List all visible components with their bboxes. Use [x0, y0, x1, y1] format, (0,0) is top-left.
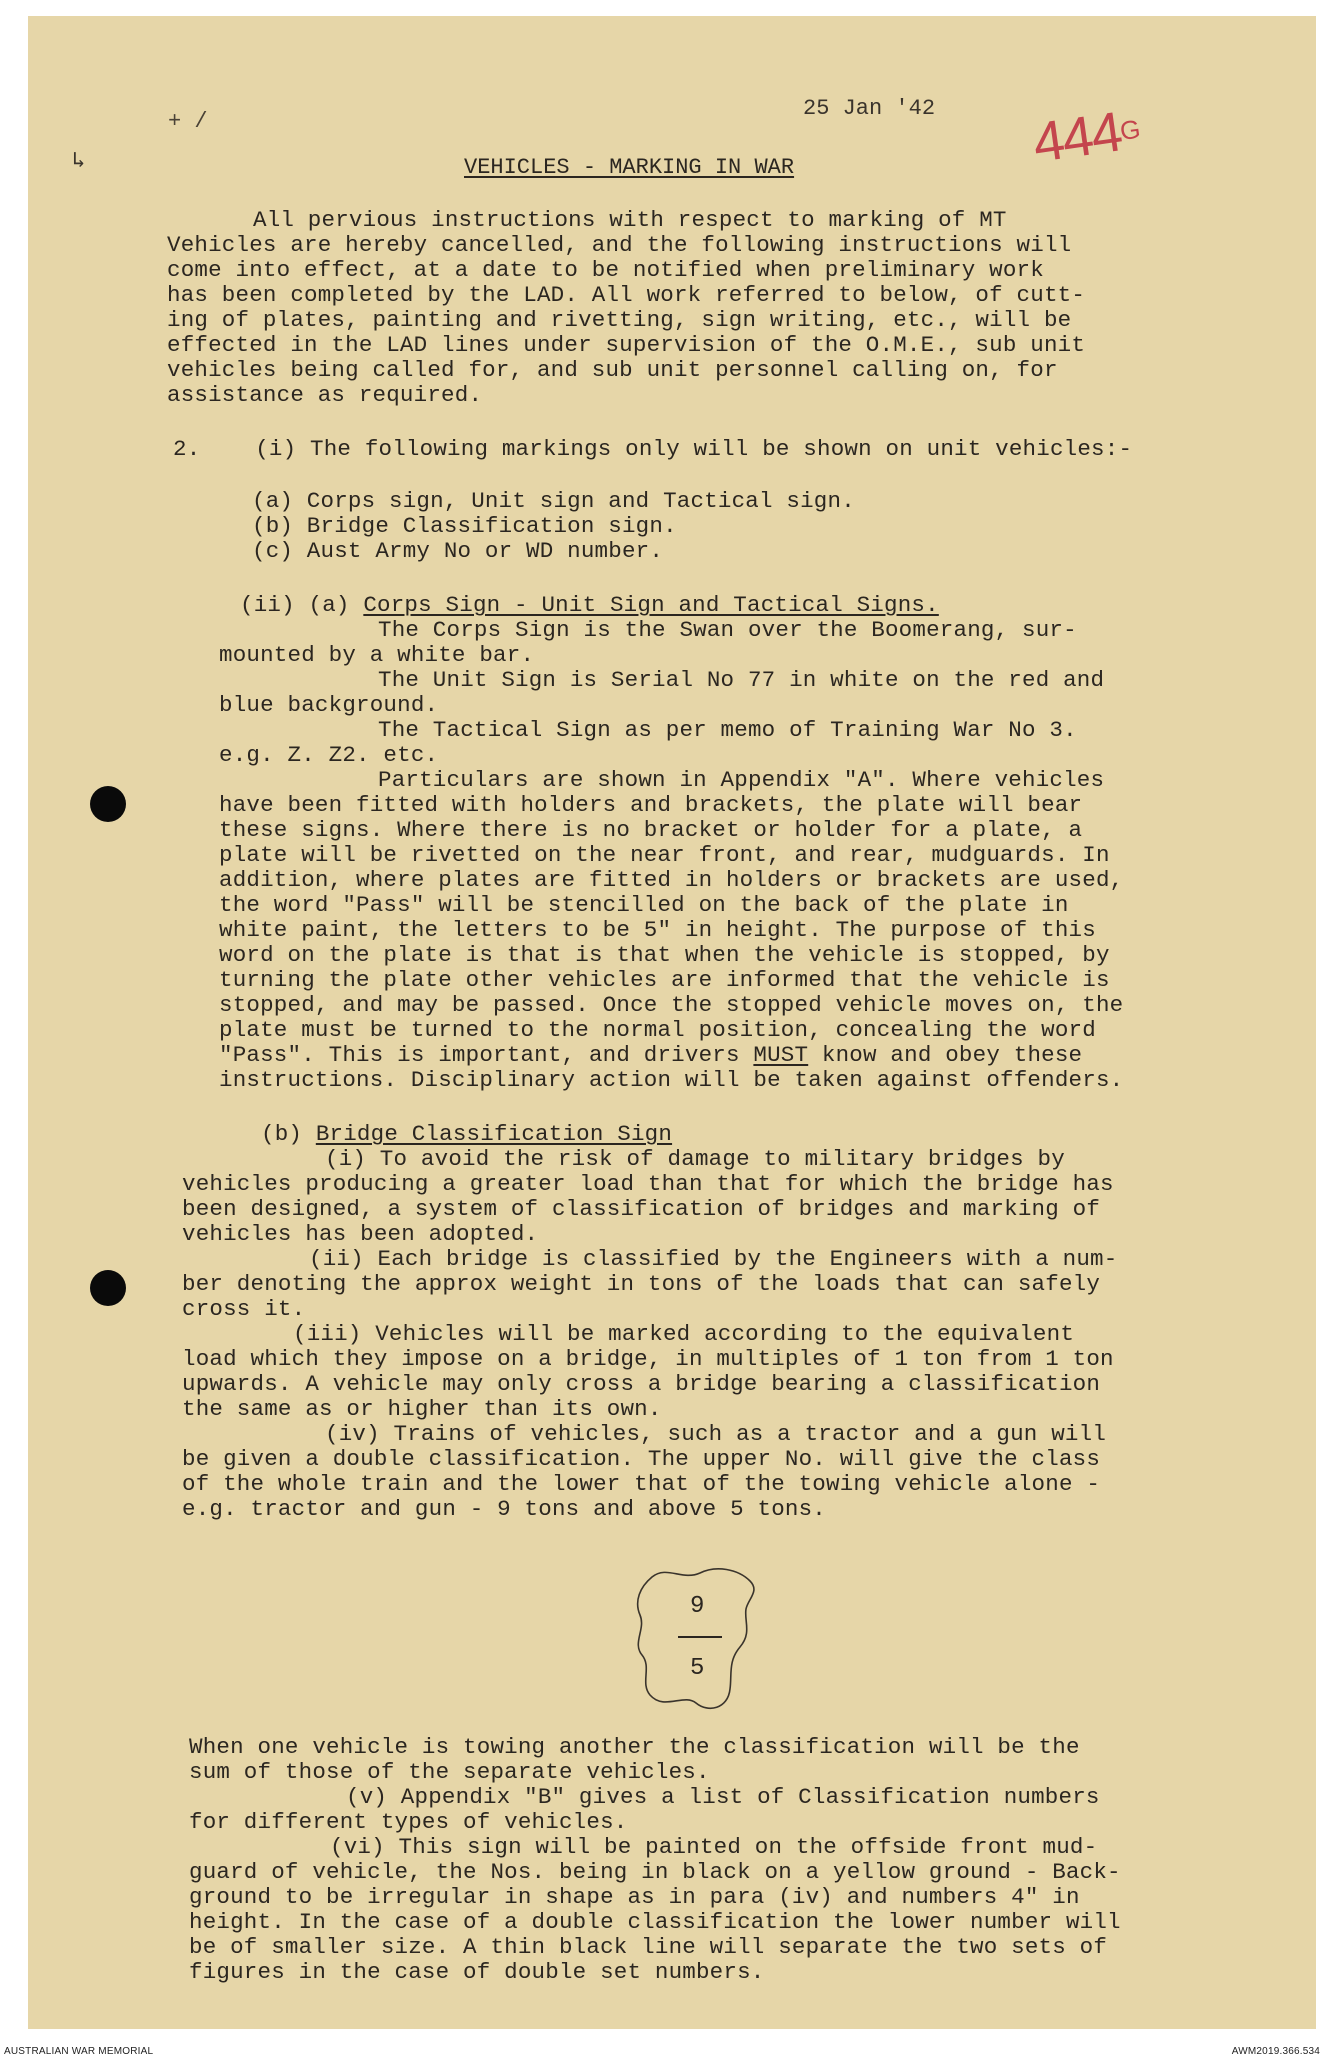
text-line: (iii) Vehicles will be marked according to the equivalent — [293, 1321, 1075, 1347]
irregular-sign-outline — [612, 1563, 794, 1723]
text-line: blue background. — [219, 692, 439, 718]
punch-hole — [90, 786, 126, 822]
text-line: these signs. Where there is no bracket or holder for a plate, a — [219, 817, 1083, 843]
text-line: be of smaller size. A thin black line will separate the two sets of — [189, 1934, 1108, 1960]
text-line: load which they impose on a bridge, in multiples of 1 ton from 1 ton — [182, 1346, 1114, 1372]
text-line: come into effect, at a date to be notified when preliminary work — [167, 257, 1044, 283]
text-line: vehicles producing a greater load than that for which the bridge has — [182, 1171, 1114, 1197]
text-line: been designed, a system of classification of bridges and marking of — [182, 1196, 1101, 1222]
text-line: e.g. Z. Z2. etc. — [219, 742, 439, 768]
text-line: The Tactical Sign as per memo of Training War No 3. — [378, 717, 1077, 743]
corner-marks: + / — [168, 109, 208, 134]
text-line: plate must be turned to the normal position, concealing the word — [219, 1017, 1096, 1043]
text-line: (vi) This sign will be painted on the offside front mud- — [330, 1834, 1098, 1860]
text-line: word on the plate is that is that when the vehicle is stopped, by — [219, 942, 1110, 968]
text-line: (b) Bridge Classification sign. — [252, 513, 677, 539]
text-line: for different types of vehicles. — [189, 1809, 628, 1835]
document-date: 25 Jan '42 — [803, 96, 936, 121]
document-title: VEHICLES - MARKING IN WAR — [464, 155, 795, 180]
bridge-classification-heading: Bridge Classification Sign — [315, 1121, 673, 1147]
text-line: assistance as required. — [167, 382, 483, 408]
text-line: Vehicles are hereby cancelled, and the following instructions will — [167, 232, 1072, 258]
sign-lower-number: 5 — [690, 1655, 705, 1682]
text-line: All pervious instructions with respect to marking of MT — [253, 207, 1007, 233]
text-line: effected in the LAD lines under supervision of the O.M.E., sub unit — [167, 332, 1086, 358]
must-emphasis: MUST — [753, 1042, 809, 1068]
text-line: Particulars are shown in Appendix "A". Where vehicles — [378, 767, 1105, 793]
text-line: (iv) Trains of vehicles, such as a tractor and a gun will — [325, 1421, 1107, 1447]
margin-mark: ↳ — [72, 149, 86, 174]
text-line: be given a double classification. The upper No. will give the class — [182, 1446, 1101, 1472]
text-line: ing of plates, painting and rivetting, sign writing, etc., will be — [167, 307, 1072, 333]
text-line: white paint, the letters to be 5" in height. The purpose of this — [219, 917, 1096, 943]
text-line: (ii) Each bridge is classified by the Engineers with a num- — [309, 1246, 1118, 1272]
text-line: cross it. — [182, 1296, 306, 1322]
text-line: turning the plate other vehicles are informed that the vehicle is — [219, 967, 1110, 993]
text-line: (b) Bridge Classification Sign — [261, 1121, 673, 1147]
text-line: (v) Appendix "B" gives a list of Classification numbers — [346, 1784, 1100, 1810]
footer-institution: AUSTRALIAN WAR MEMORIAL — [4, 2046, 154, 2057]
text-line: figures in the case of double set numbers. — [189, 1959, 765, 1985]
text-line: stopped, and may be passed. Once the stopped vehicle moves on, the — [219, 992, 1124, 1018]
text-line: guard of vehicle, the Nos. being in black on a yellow ground - Back- — [189, 1859, 1121, 1885]
text-line: "Pass". This is important, and drivers MUST know and obey these — [219, 1042, 1083, 1068]
text-line: (a) Corps sign, Unit sign and Tactical sign. — [252, 488, 855, 514]
text-line: plate will be rivetted on the near front, and rear, mudguards. In — [219, 842, 1110, 868]
text-line: of the whole train and the lower that of the towing vehicle alone - — [182, 1471, 1101, 1497]
classification-sign — [612, 1563, 794, 1723]
text-line: the same as or higher than its own. — [182, 1396, 662, 1422]
folio-number: $444^G$ — [1029, 99, 1141, 175]
text-line: vehicles has been adopted. — [182, 1221, 539, 1247]
text-line: vehicles being called for, and sub unit personnel calling on, for — [167, 357, 1058, 383]
text-line: height. In the case of a double classification the lower number will — [189, 1909, 1121, 1935]
text-line: have been fitted with holders and brackets, the plate will bear — [219, 792, 1083, 818]
text-line: When one vehicle is towing another the classification will be the — [189, 1734, 1080, 1760]
text-line: sum of those of the separate vehicles. — [189, 1759, 710, 1785]
text-line: mounted by a white bar. — [219, 642, 535, 668]
text-line: (c) Aust Army No or WD number. — [252, 538, 664, 564]
punch-hole — [90, 1270, 126, 1306]
text-line: instructions. Disciplinary action will be taken against offenders. — [219, 1067, 1124, 1093]
text-line: (i) To avoid the risk of damage to military bridges by — [325, 1146, 1065, 1172]
text-line: 2. (i) The following markings only will be shown on unit vehicles:- — [173, 436, 1133, 462]
text-line: e.g. tractor and gun - 9 tons and above 5 tons. — [182, 1496, 827, 1522]
text-line: ber denoting the approx weight in tons of the loads that can safely — [182, 1271, 1101, 1297]
text-line: has been completed by the LAD. All work referred to below, of cutt- — [167, 282, 1086, 308]
document-page — [28, 16, 1316, 2029]
corps-sign-heading: Corps Sign - Unit Sign and Tactical Signs. — [363, 592, 939, 618]
text-line: The Corps Sign is the Swan over the Boomerang, sur- — [378, 617, 1077, 643]
footer-accession-number: AWM2019.366.534 — [1231, 2046, 1320, 2057]
text-line: the word "Pass" will be stencilled on the back of the plate in — [219, 892, 1069, 918]
text-line: ground to be irregular in shape as in para (iv) and numbers 4" in — [189, 1884, 1080, 1910]
text-line: (ii) (a) Corps Sign - Unit Sign and Tactical Signs. — [240, 592, 939, 618]
text-line: The Unit Sign is Serial No 77 in white on the red and — [378, 667, 1105, 693]
sign-upper-number: 9 — [690, 1593, 705, 1620]
text-line: upwards. A vehicle may only cross a bridge bearing a classification — [182, 1371, 1101, 1397]
text-line: addition, where plates are fitted in holders or brackets are used, — [219, 867, 1124, 893]
